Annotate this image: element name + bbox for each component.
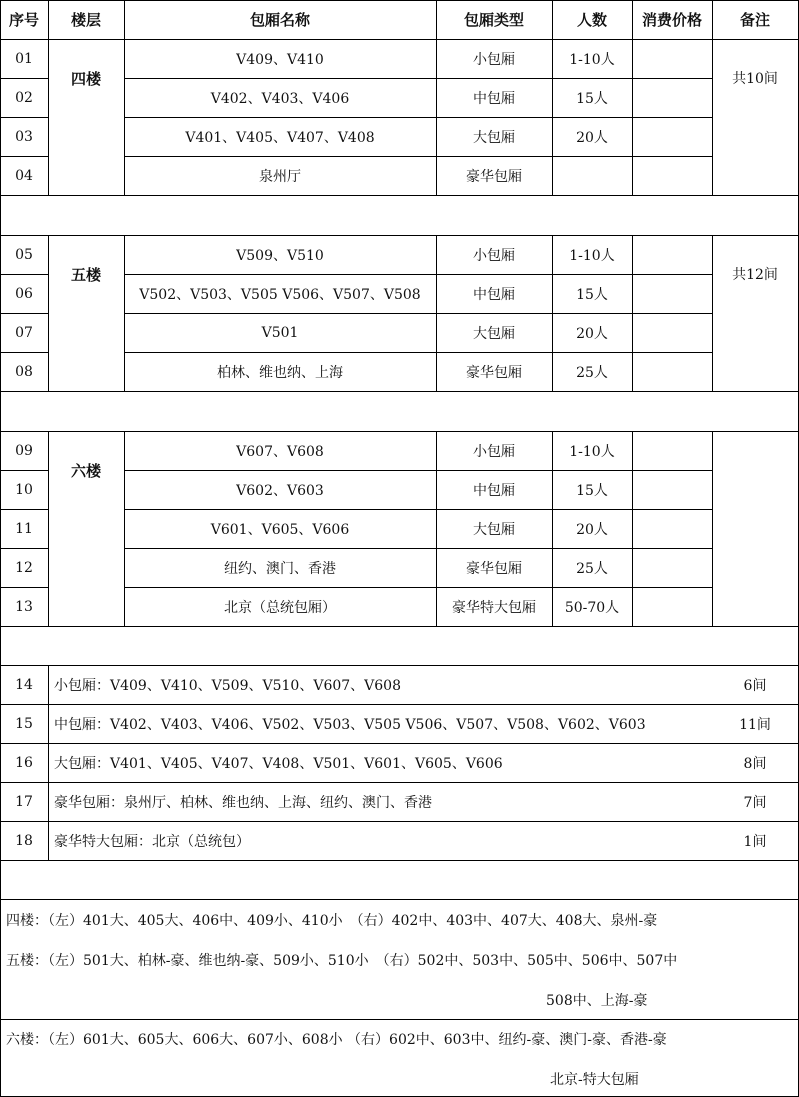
summary-room-list: 大包厢：V401、V405、V407、V408、V501、V601、V605、V606: [54, 755, 503, 772]
group-column-line: [552, 431, 553, 627]
group-column-line: [48, 39, 49, 196]
row-room-name: 泉州厅: [259, 168, 301, 185]
header-column-line: [436, 0, 437, 40]
summary-seq-line: [48, 704, 49, 744]
floor-remark: 共10间: [732, 71, 778, 87]
floor-remark: [712, 431, 798, 509]
row-line: [0, 313, 49, 314]
summary-seq-line: [48, 821, 49, 861]
summary-left-border: [0, 704, 1, 744]
row-room-name: V401、V405、V407、V408: [185, 129, 375, 146]
row-line: [124, 117, 713, 118]
summary-seq: 15: [15, 715, 33, 732]
header-column-line: [552, 0, 553, 40]
row-line: [0, 156, 49, 157]
row-line: [124, 352, 713, 353]
header-column-line: [48, 0, 49, 40]
summary-count: 1间: [743, 833, 767, 850]
notes-left-border: [0, 860, 1, 1097]
group-column-line: [552, 39, 553, 196]
row-seq: 09: [15, 442, 33, 459]
row-line: [0, 587, 49, 588]
row-room-type: 大包厢: [473, 325, 515, 342]
group-top-border: [0, 235, 799, 236]
row-room-type: 豪华特大包厢: [452, 599, 536, 616]
summary-left-border: [0, 665, 1, 705]
summary-row-line: [0, 782, 799, 783]
group-column-line: [48, 431, 49, 627]
row-seq: 06: [15, 285, 33, 302]
row-line: [0, 117, 49, 118]
summary-seq: 14: [15, 676, 33, 693]
spacer-left-border: [0, 626, 1, 666]
note-floor4: 四楼：（左）401大、405大、406中、409小、410小 （右）402中、403中、407大、408大、泉州-豪: [6, 913, 658, 929]
notes-divider: [0, 1019, 799, 1020]
row-room-name: V607、V608: [236, 443, 324, 460]
notes-top-border: [0, 899, 799, 900]
group-column-line: [632, 431, 633, 627]
floor-label: 五楼: [70, 265, 101, 284]
row-room-type: 豪华包厢: [466, 168, 522, 185]
row-line: [124, 470, 713, 471]
row-people: 1-10人: [569, 51, 615, 68]
row-people: [552, 156, 632, 195]
summary-seq: 18: [15, 832, 33, 849]
header-column-line: [712, 0, 713, 40]
row-seq: 02: [15, 89, 33, 106]
summary-count: 8间: [743, 755, 767, 772]
row-line: [0, 509, 49, 510]
summary-row-line: [0, 743, 799, 744]
summary-count: 6间: [743, 677, 767, 694]
header-column-line: [0, 0, 1, 40]
summary-row-line: [0, 665, 799, 666]
summary-room-list: 豪华特大包厢：北京（总统包）: [54, 833, 250, 850]
row-line: [124, 587, 713, 588]
row-room-type: 中包厢: [473, 482, 515, 499]
summary-seq-line: [48, 665, 49, 705]
summary-left-border: [0, 782, 1, 822]
row-seq: 07: [15, 324, 33, 341]
row-line: [124, 313, 713, 314]
group-bottom-border: [0, 626, 799, 627]
summary-seq: 16: [15, 754, 33, 771]
row-people: 1-10人: [569, 247, 615, 264]
row-room-name: V409、V410: [236, 51, 324, 68]
header-column-line: [124, 0, 125, 40]
header-room-type: 包厢类型: [463, 11, 524, 29]
summary-seq-line: [48, 782, 49, 822]
floor-remark: 共12间: [732, 267, 778, 283]
table-top-border: [0, 0, 799, 1]
row-seq: 10: [15, 481, 33, 498]
group-column-line: [0, 235, 1, 392]
row-people: 25人: [576, 364, 608, 381]
group-column-line: [0, 39, 1, 196]
header-people: 人数: [576, 11, 607, 29]
row-seq: 13: [15, 598, 33, 615]
summary-row-line: [0, 704, 799, 705]
header-room-name: 包厢名称: [249, 11, 310, 29]
summary-room-list: 豪华包厢：泉州厅、柏林、维也纳、上海、纽约、澳门、香港: [54, 794, 432, 811]
row-line: [124, 509, 713, 510]
note-floor6: 六楼：（左）601大、605大、606大、607小、608小 （右）602中、603中、纽约-豪、澳门-豪、香港-豪: [6, 1032, 667, 1048]
row-people: 25人: [576, 560, 608, 577]
row-room-type: 大包厢: [473, 521, 515, 538]
row-people: 50-70人: [564, 599, 620, 616]
group-column-line: [712, 235, 713, 392]
row-room-type: 豪华包厢: [466, 560, 522, 577]
floor-label: 四楼: [70, 69, 101, 88]
row-line: [124, 274, 713, 275]
group-column-line: [552, 235, 553, 392]
header-price: 消费价格: [641, 11, 702, 29]
group-column-line: [712, 39, 713, 196]
row-room-name: V602、V603: [236, 482, 324, 499]
row-room-type: 小包厢: [473, 247, 515, 264]
summary-room-list: 小包厢：V409、V410、V509、V510、V607、V608: [54, 677, 401, 694]
group-column-line: [0, 431, 1, 627]
group-top-border: [0, 39, 799, 40]
row-room-type: 豪华包厢: [466, 364, 522, 381]
group-bottom-border: [0, 391, 799, 392]
spacer-left-border: [0, 195, 1, 236]
row-room-name: V601、V605、V606: [210, 521, 350, 538]
summary-count: 11间: [739, 716, 771, 733]
summary-left-border: [0, 743, 1, 783]
group-column-line: [632, 235, 633, 392]
note-floor5-cont: 508中、上海-豪: [546, 993, 648, 1009]
row-line: [0, 274, 49, 275]
row-room-name: 柏林、维也纳、上海: [217, 364, 343, 381]
group-column-line: [436, 431, 437, 627]
row-people: 20人: [576, 325, 608, 342]
row-line: [0, 352, 49, 353]
row-room-type: 中包厢: [473, 90, 515, 107]
row-people: 20人: [576, 129, 608, 146]
row-line: [124, 156, 713, 157]
header-column-line: [632, 0, 633, 40]
row-line: [0, 548, 49, 549]
summary-row-line: [0, 860, 799, 861]
group-column-line: [124, 235, 125, 392]
row-room-name: 纽约、澳门、香港: [224, 560, 336, 577]
row-room-name: V402、V403、V406: [210, 90, 350, 107]
group-top-border: [0, 431, 799, 432]
row-room-type: 小包厢: [473, 51, 515, 68]
row-seq: 08: [15, 363, 33, 380]
summary-row-line: [0, 821, 799, 822]
summary-seq: 17: [15, 793, 33, 810]
row-seq: 12: [15, 559, 33, 576]
group-column-line: [436, 39, 437, 196]
row-room-name: 北京（总统包厢）: [224, 599, 336, 616]
spacer-left-border: [0, 391, 1, 432]
note-floor6-cont: 北京-特大包厢: [550, 1072, 639, 1088]
row-room-type: 小包厢: [473, 443, 515, 460]
group-column-line: [124, 39, 125, 196]
row-line: [124, 78, 713, 79]
row-people: 1-10人: [569, 443, 615, 460]
row-room-name: V502、V503、V505 V506、V507、V508: [139, 286, 421, 303]
row-people: 15人: [576, 482, 608, 499]
group-column-line: [632, 39, 633, 196]
row-room-type: 大包厢: [473, 129, 515, 146]
header-remark: 备注: [739, 11, 770, 29]
summary-room-list: 中包厢：V402、V403、V406、V502、V503、V505 V506、V507、V508、V602、V603: [54, 716, 646, 733]
row-room-type: 中包厢: [473, 286, 515, 303]
floor-label: 六楼: [70, 461, 101, 480]
row-room-name: V509、V510: [236, 247, 324, 264]
row-room-name: V501: [261, 324, 299, 341]
summary-left-border: [0, 821, 1, 861]
summary-seq-line: [48, 743, 49, 783]
row-seq: 05: [15, 246, 33, 263]
summary-count: 7间: [743, 794, 767, 811]
row-seq: 03: [15, 128, 33, 145]
row-seq: 01: [15, 50, 33, 67]
group-column-line: [48, 235, 49, 392]
row-line: [0, 470, 49, 471]
row-people: 20人: [576, 521, 608, 538]
header-seq: 序号: [8, 11, 39, 29]
row-line: [0, 78, 49, 79]
row-seq: 04: [15, 167, 33, 184]
header-floor: 楼层: [70, 11, 101, 29]
row-line: [124, 548, 713, 549]
group-column-line: [124, 431, 125, 627]
group-column-line: [712, 431, 713, 627]
note-floor5: 五楼：（左）501大、柏林-豪、维也纳-豪、509小、510小 （右）502中、503中、505中、506中、507中: [6, 953, 678, 969]
row-people: 15人: [576, 90, 608, 107]
row-people: 15人: [576, 286, 608, 303]
group-column-line: [436, 235, 437, 392]
row-seq: 11: [15, 520, 33, 537]
group-bottom-border: [0, 195, 799, 196]
